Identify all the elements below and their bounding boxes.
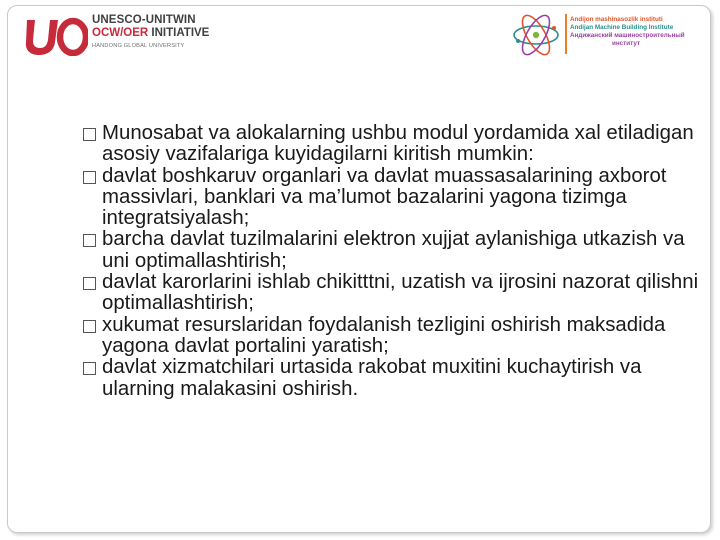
logo-ocw-oer-accent: OCW/OER [92,27,149,39]
uo-lettermark-icon [24,16,88,56]
andijan-institute-logo [510,12,710,56]
hollow-square-bullet-icon [83,234,96,247]
hollow-square-bullet-icon [83,320,96,333]
list-item [80,315,700,358]
institute-name-en: Andijan Machine Building Institute [570,24,674,31]
bullet-text: davlat boshkaruv organlari va davlat muassasalarining axborot massivlari, banklari va ma’lumot bazalarini yagona tizimga integratsiyalash; [102,164,667,230]
bullet-text: xukumat resurslaridan foydalanish tezligini oshirish maksadida yagona davlat portalini yaratish; [102,313,666,357]
list-item [80,229,700,272]
list-item [80,272,700,315]
logo-line-unesco-unitwin: UNESCO-UNITWIN [92,14,196,26]
atom-rings-emblem-icon [510,14,562,56]
logo-line-ocw-oer [92,27,209,39]
logo-initiative-text: INITIATIVE [148,27,210,39]
hollow-square-bullet-icon [83,277,96,290]
hollow-square-bullet-icon [83,171,96,184]
list-item [80,166,700,230]
hollow-square-bullet-icon [83,362,96,375]
institute-name-ru-cont: институт [612,40,641,47]
bullet-text: Munosabat va alokalarning ushbu modul yordamida xal etiladigan asosiy vazifalariga kuyidagilarni kiritish mumkin: [102,122,694,166]
bullet-text: barcha davlat tuzilmalarini elektron xujjat aylanishiga utkazish va uni optimallashtirish; [102,228,685,272]
bullet-text: davlat xizmatchilari urtasida rakobat muxitini kuchaytirish va ularning malakasini oshirish. [102,356,642,400]
unesco-unitwin-logo [24,14,224,60]
institute-name-uz: Andijon mashinasozlik instituti [570,16,663,23]
list-item [80,123,700,166]
hollow-square-bullet-icon [83,128,96,141]
logo-divider-bar [565,14,567,54]
institute-name-ru: Андижанский машиностроительный [570,32,685,39]
logo-line-handong: HANDONG GLOBAL UNIVERSITY [92,43,185,49]
list-item [80,357,700,400]
bullet-list [80,123,700,400]
bullet-text: davlat karorlarini ishlab chikitttni, uzatish va ijrosini nazorat qilishni optimallashtirish; [102,271,699,315]
